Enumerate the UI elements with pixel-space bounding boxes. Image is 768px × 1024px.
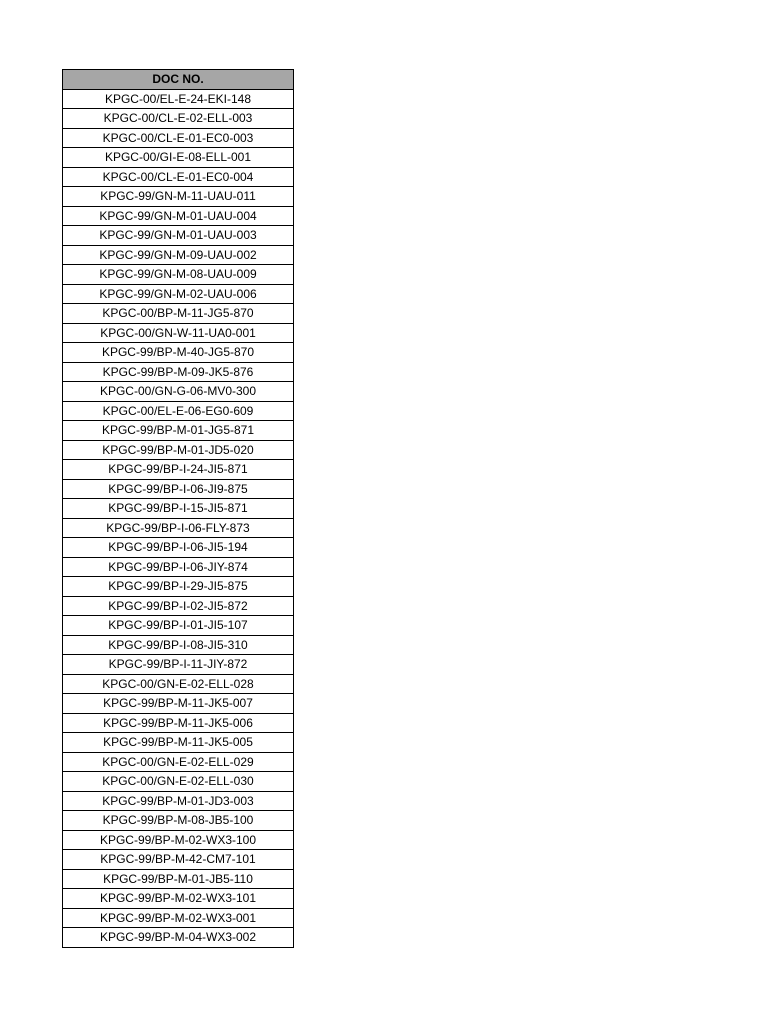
table-row bbox=[63, 928, 294, 948]
table-row bbox=[63, 538, 294, 558]
doc-number-cell: KPGC-99/BP-M-08-JB5-100 bbox=[63, 811, 294, 831]
doc-number-cell: KPGC-99/BP-M-02-WX3-101 bbox=[63, 889, 294, 909]
table-row bbox=[63, 109, 294, 129]
doc-number-cell: KPGC-00/GN-E-02-ELL-028 bbox=[63, 674, 294, 694]
table-header-row bbox=[63, 70, 294, 90]
doc-number-cell: KPGC-99/BP-M-40-JG5-870 bbox=[63, 343, 294, 363]
doc-number-cell: KPGC-99/GN-M-08-UAU-009 bbox=[63, 265, 294, 285]
table-row bbox=[63, 401, 294, 421]
doc-number-cell: KPGC-99/BP-I-06-JI5-194 bbox=[63, 538, 294, 558]
table-row bbox=[63, 713, 294, 733]
table-body bbox=[63, 89, 294, 947]
doc-number-cell: KPGC-99/BP-M-01-JD3-003 bbox=[63, 791, 294, 811]
table-row bbox=[63, 518, 294, 538]
table-row bbox=[63, 382, 294, 402]
table-row bbox=[63, 596, 294, 616]
doc-number-cell: KPGC-99/BP-I-06-JI9-875 bbox=[63, 479, 294, 499]
table-row bbox=[63, 869, 294, 889]
table-row bbox=[63, 323, 294, 343]
doc-number-cell: KPGC-99/BP-I-15-JI5-871 bbox=[63, 499, 294, 519]
doc-number-cell: KPGC-99/BP-I-06-FLY-873 bbox=[63, 518, 294, 538]
doc-number-cell: KPGC-99/BP-M-01-JB5-110 bbox=[63, 869, 294, 889]
table-row bbox=[63, 791, 294, 811]
doc-number-cell: KPGC-99/BP-M-09-JK5-876 bbox=[63, 362, 294, 382]
doc-number-cell: KPGC-00/EL-E-06-EG0-609 bbox=[63, 401, 294, 421]
doc-number-cell: KPGC-99/BP-M-04-WX3-002 bbox=[63, 928, 294, 948]
table-row bbox=[63, 304, 294, 324]
table-row bbox=[63, 655, 294, 675]
table-row bbox=[63, 245, 294, 265]
doc-number-cell: KPGC-99/BP-M-11-JK5-007 bbox=[63, 694, 294, 714]
doc-number-cell: KPGC-00/GI-E-08-ELL-001 bbox=[63, 148, 294, 168]
table-row bbox=[63, 187, 294, 207]
doc-number-cell: KPGC-00/CL-E-01-EC0-003 bbox=[63, 128, 294, 148]
doc-number-cell: KPGC-99/BP-M-02-WX3-001 bbox=[63, 908, 294, 928]
table-row bbox=[63, 206, 294, 226]
doc-number-cell: KPGC-99/GN-M-01-UAU-003 bbox=[63, 226, 294, 246]
doc-number-cell: KPGC-00/CL-E-02-ELL-003 bbox=[63, 109, 294, 129]
table-row bbox=[63, 167, 294, 187]
doc-number-cell: KPGC-99/BP-I-11-JIY-872 bbox=[63, 655, 294, 675]
table-row bbox=[63, 616, 294, 636]
doc-number-cell: KPGC-99/BP-M-11-JK5-006 bbox=[63, 713, 294, 733]
doc-number-cell: KPGC-00/GN-W-11-UA0-001 bbox=[63, 323, 294, 343]
table-row bbox=[63, 148, 294, 168]
table-row bbox=[63, 557, 294, 577]
doc-number-cell: KPGC-99/BP-M-01-JD5-020 bbox=[63, 440, 294, 460]
table-row bbox=[63, 460, 294, 480]
table-row bbox=[63, 89, 294, 109]
doc-number-cell: KPGC-00/CL-E-01-EC0-004 bbox=[63, 167, 294, 187]
doc-number-cell: KPGC-99/BP-M-01-JG5-871 bbox=[63, 421, 294, 441]
table-row bbox=[63, 674, 294, 694]
table-row bbox=[63, 830, 294, 850]
table-row bbox=[63, 577, 294, 597]
doc-number-cell: KPGC-00/BP-M-11-JG5-870 bbox=[63, 304, 294, 324]
doc-number-cell: KPGC-00/GN-E-02-ELL-029 bbox=[63, 752, 294, 772]
doc-number-cell: KPGC-99/BP-M-11-JK5-005 bbox=[63, 733, 294, 753]
table-row bbox=[63, 226, 294, 246]
doc-number-cell: KPGC-99/GN-M-01-UAU-004 bbox=[63, 206, 294, 226]
table-row bbox=[63, 499, 294, 519]
table-row bbox=[63, 284, 294, 304]
table-row bbox=[63, 752, 294, 772]
doc-number-cell: KPGC-99/BP-M-42-CM7-101 bbox=[63, 850, 294, 870]
doc-number-table bbox=[62, 69, 294, 948]
doc-number-cell: KPGC-99/BP-M-02-WX3-100 bbox=[63, 830, 294, 850]
doc-number-cell: KPGC-99/BP-I-24-JI5-871 bbox=[63, 460, 294, 480]
table-row bbox=[63, 850, 294, 870]
table-row bbox=[63, 128, 294, 148]
doc-number-cell: KPGC-00/GN-E-02-ELL-030 bbox=[63, 772, 294, 792]
doc-number-cell: KPGC-99/BP-I-29-JI5-875 bbox=[63, 577, 294, 597]
table-row bbox=[63, 440, 294, 460]
table-row bbox=[63, 421, 294, 441]
table-row bbox=[63, 811, 294, 831]
table-row bbox=[63, 889, 294, 909]
doc-number-cell: KPGC-99/BP-I-08-JI5-310 bbox=[63, 635, 294, 655]
doc-no-column-header: DOC NO. bbox=[63, 70, 294, 90]
doc-number-cell: KPGC-00/EL-E-24-EKI-148 bbox=[63, 89, 294, 109]
doc-number-cell: KPGC-99/GN-M-09-UAU-002 bbox=[63, 245, 294, 265]
table-row bbox=[63, 343, 294, 363]
doc-number-cell: KPGC-99/GN-M-11-UAU-011 bbox=[63, 187, 294, 207]
table-row bbox=[63, 733, 294, 753]
table-row bbox=[63, 265, 294, 285]
doc-number-cell: KPGC-99/BP-I-01-JI5-107 bbox=[63, 616, 294, 636]
doc-number-cell: KPGC-99/BP-I-02-JI5-872 bbox=[63, 596, 294, 616]
table-row bbox=[63, 362, 294, 382]
table-row bbox=[63, 908, 294, 928]
doc-number-cell: KPGC-99/GN-M-02-UAU-006 bbox=[63, 284, 294, 304]
table-row bbox=[63, 772, 294, 792]
table-row bbox=[63, 635, 294, 655]
doc-number-cell: KPGC-99/BP-I-06-JIY-874 bbox=[63, 557, 294, 577]
doc-number-cell: KPGC-00/GN-G-06-MV0-300 bbox=[63, 382, 294, 402]
table-row bbox=[63, 479, 294, 499]
table-row bbox=[63, 694, 294, 714]
